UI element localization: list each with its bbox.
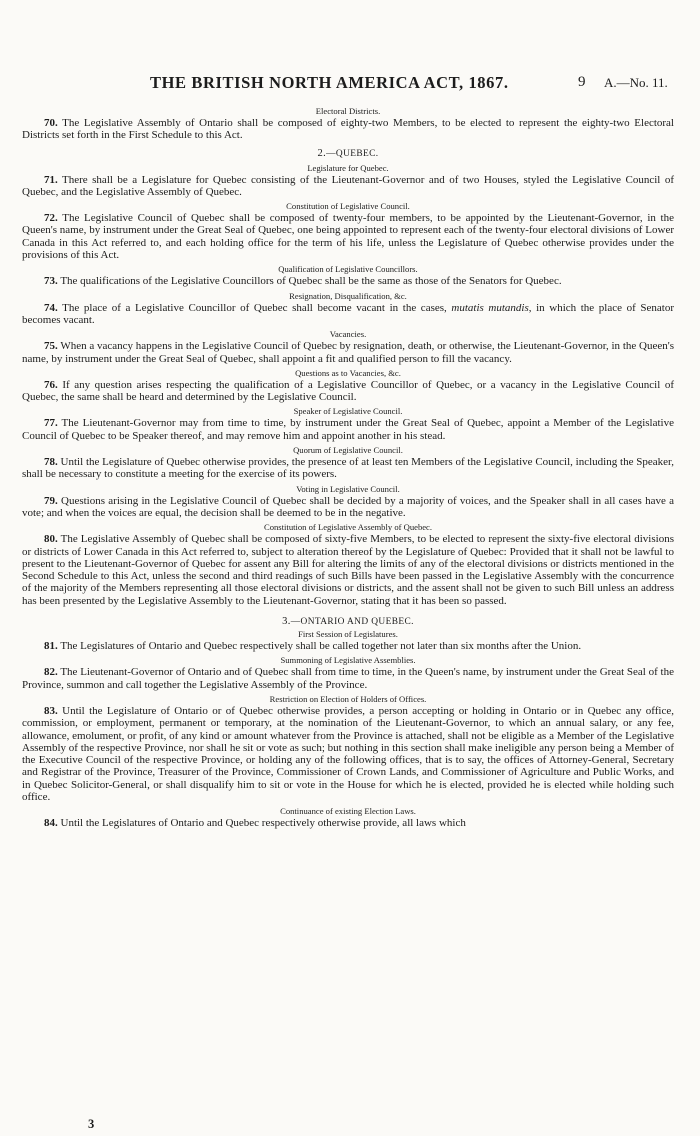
section-number: 75. [44, 340, 58, 353]
side-heading: First Session of Legislatures. [298, 629, 398, 640]
side-heading: Vacancies. [329, 329, 367, 340]
printer-signature: 3 [88, 1117, 95, 1131]
side-heading: Qualification of Legislative Councillors. [278, 264, 418, 275]
section-text: There shall be a Legislature for Quebec consisting of the Lieutenant-Governor and of two Houses, styled the Legislative Council of Quebec, and the Legislative Assembly of Quebec. [22, 173, 674, 198]
section-number: 80. [44, 533, 58, 546]
part-title: —ONTARIO AND QUEBEC. [290, 617, 414, 628]
section-text: Questions arising in the Legislative Council of Quebec shall be decided by a majority of voices, and the Speaker shall in all cases have a vote; and when the voices are equal, the decision shall be deemed to be in the negative. [22, 494, 674, 519]
section-text: The Legislative Assembly of Quebec shall be composed of sixty-five Members, to be elected to represent the sixty-five electoral divisions or districts of Lower Canada in this Act referred to, subject to alteration thereof by the Legislature of Quebec: Provided that it shall not be lawful to present to the Lieutenant-Governor of Quebec for assent any Bill for altering the limits of any of the electoral divisions or districts mentioned in the Second Schedule to this Act, unless the second and third readings of such Bills have been passed in the Legislative Assembly with the concurrence of the majority of the Members representing all those electoral divisions or districts, and the assent shall not be given to such Bill unless an address has been presented by the Legislative Assembly to the Lieutenant-Governor, stating that it has been so passed. [22, 533, 674, 607]
section-number: 73. [44, 275, 58, 288]
section-number: 74. [44, 301, 58, 314]
side-heading: Continuance of existing Election Laws. [280, 806, 416, 817]
side-heading: Voting in Legislative Council. [296, 483, 400, 494]
section-75 [22, 340, 674, 365]
part-title: —QUEBEC. [326, 148, 379, 159]
side-heading: Resignation, Disqualification, &c. [289, 290, 407, 301]
section-77 [22, 417, 674, 442]
side-heading: Constitution of Legislative Assembly of Quebec. [263, 522, 433, 533]
part-number: 3. [282, 616, 291, 628]
section-text: The Legislative Assembly of Ontario shall be composed of eighty-two Members, to be elected to represent the eighty-two Electoral Districts set forth in the First Schedule to this Act. [22, 117, 674, 142]
section-83 [22, 705, 674, 803]
section-text: The Lieutenant-Governor of Ontario and of Quebec shall from time to time, in the Queen's name, by instrument under the Great Seal of the Province, summon and call together the Legislative Assembly of the Province. [22, 666, 674, 691]
page-title: THE BRITISH NORTH AMERICA ACT, 1867. [150, 73, 509, 92]
italic-phrase: mutatis mutandis [451, 301, 529, 314]
running-head [0, 73, 700, 95]
section-81 [22, 640, 674, 652]
section-number: 77. [44, 417, 58, 430]
section-text: The Legislative Council of Quebec shall be composed of twenty-four members, to be appointed by the Lieutenant-Governor, in the Queen's name, by instrument under the Great Seal of Quebec, one being appointed to represent each of the twenty-four electoral divisions of Lower Canada in this Act referred to, and each holding office for the term of his life, unless the Legislature of Quebec otherwise provides under the provisions of this Act. [22, 212, 674, 262]
section-text: The Legislatures of Ontario and Quebec respectively shall be called together not later than six months after the Union. [60, 640, 582, 653]
section-number: 71. [44, 173, 58, 186]
section-74 [22, 302, 674, 327]
part-heading-ontario-and-quebec [22, 616, 674, 628]
section-number: 72. [44, 212, 58, 225]
section-80 [22, 533, 674, 607]
section-71 [22, 174, 674, 199]
section-number: 84. [44, 817, 58, 830]
side-heading: Constitution of Legislative Council. [286, 201, 410, 212]
section-82 [22, 666, 674, 691]
side-heading: Electoral Districts. [315, 106, 381, 116]
part-heading-quebec [22, 148, 674, 160]
section-text: Until the Legislature of Ontario or of Quebec otherwise provides, a person accepting or holding in Ontario or in Quebec any office, commission, or employment, permanent or temporary, at the nomination of the Lieutenant-Governor, to which an annual salary, or any fee, allowance, emolument, or profit, of any kind or amount whatever from the Province is attached, shall not be eligible as a Member of the Legislative Assembly of the respective Province, nor shall he sit or vote as such; but nothing in this section shall make ineligible any person being a Member of the Executive Council of the respective Province, or holding any of the following offices, that is to say, the offices of Attorney-General, Secretary and Registrar of the Province, Treasurer of the Province, Commissioner of Crown Lands, and Commissioner of Agriculture and Public Works, and in Quebec Solicitor-General, or shall disqualify him to sit or vote in the House for which he is elected, provided he is elected while holding such office. [22, 704, 674, 803]
side-heading: Summoning of Legislative Assemblies. [280, 655, 416, 666]
section-72 [22, 212, 674, 261]
paper-reference: A.—No. 11. [604, 75, 668, 90]
side-heading: Questions as to Vacancies, &c. [295, 367, 401, 378]
section-text: Until the Legislatures of Ontario and Quebec respectively otherwise provide, all laws which [60, 817, 466, 830]
section-number: 70. [44, 117, 58, 129]
section-73 [22, 275, 674, 287]
section-number: 78. [44, 456, 58, 469]
section-number: 76. [44, 378, 58, 391]
side-heading: Quorum of Legislative Council. [293, 445, 403, 456]
section-number: 79. [44, 494, 58, 507]
section-text-continued: , in which the place of Senator becomes vacant. [22, 301, 674, 326]
section-70 [22, 117, 674, 142]
page-number: 9 [578, 74, 586, 90]
section-79 [22, 495, 674, 520]
side-heading: Legislature for Quebec. [307, 162, 389, 173]
section-76 [22, 379, 674, 404]
side-heading: Restriction on Election of Holders of Offices. [269, 693, 427, 704]
document-body [22, 103, 674, 830]
section-number: 83. [44, 704, 58, 717]
section-78 [22, 456, 674, 481]
section-text: The place of a Legislative Councillor of Quebec shall become vacant in the cases, [62, 301, 447, 314]
section-84 [22, 817, 674, 829]
section-text: The qualifications of the Legislative Councillors of Quebec shall be the same as those of the Senators for Quebec. [60, 275, 562, 288]
section-number: 81. [44, 640, 58, 653]
section-text: Until the Legislature of Quebec otherwise provides, the presence of at least ten Members of the Legislative Council, including the Speaker, shall be necessary to constitute a meeting for the exercise of its powers. [22, 456, 674, 481]
section-text: The Lieutenant-Governor may from time to time, by instrument under the Great Seal of Quebec, appoint a Member of the Legislative Council of Quebec to be Speaker thereof, and may remove him and appoint another in his stead. [22, 417, 674, 442]
section-number: 82. [44, 666, 58, 679]
section-text: If any question arises respecting the qualification of a Legislative Councillor of Quebec, or a vacancy in the Legislative Council of Quebec, the same shall be heard and determined by the Legislative Council. [22, 378, 675, 404]
part-number: 2. [317, 147, 327, 159]
side-heading: Speaker of Legislative Council. [293, 406, 403, 417]
section-text: When a vacancy happens in the Legislative Council of Quebec by resignation, death, or otherwise, the Lieutenant-Governor, in the Queen's name, by instrument under the Great Seal of Quebec, shall appoint a fit and qualified person to fill the vacancy. [22, 340, 674, 365]
